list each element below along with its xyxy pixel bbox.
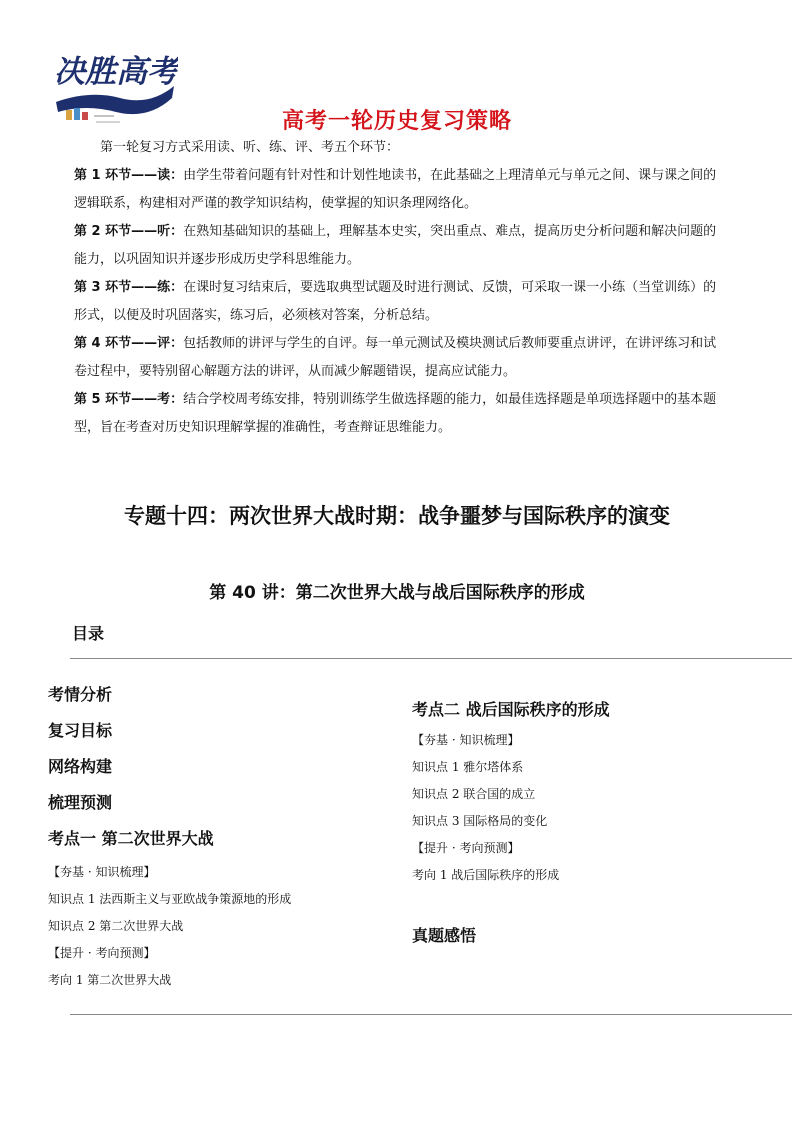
page-title: 高考一轮历史复习策略 (281, 109, 512, 134)
spacer (412, 894, 772, 924)
toc-item-link[interactable]: 知识点 2 第二次世界大战 (48, 919, 184, 933)
toc-item-link[interactable]: 考向 1 战后国际秩序的形成 (412, 868, 560, 882)
toc-item-link[interactable]: 知识点 2 联合国的成立 (412, 787, 536, 801)
toc-point-link[interactable]: 考点二 战后国际秩序的形成 (412, 700, 610, 719)
toc-section-link[interactable]: 网络构建 (48, 757, 113, 776)
toc-subheading: 【夯基 · 知识梳理】 (412, 733, 520, 747)
toc-item-link[interactable]: 知识点 1 雅尔塔体系 (412, 760, 524, 774)
toc-section-link[interactable]: 梳理预测 (48, 793, 113, 812)
logo-text: 决胜高考 (54, 54, 178, 90)
step-text: 在熟知基础知识的基础上，理解基本史实，突出重点、难点，提高历史分析问题和解决问题的能力，以巩固知识并逐步形成历史学科思维能力。 (74, 224, 717, 267)
toc-right-column (412, 698, 772, 958)
intro-lead: 第一轮复习方式采用读、听、练、评、考五个环节： (100, 140, 400, 155)
step-label: 第 1 环节——读： (74, 168, 184, 183)
toc-subheading: 【夯基 · 知识梳理】 (48, 865, 156, 879)
step-text: 结合学校周考练安排，特别训练学生做选择题的能力，如最佳选择题是单项选择题中的基本题型，旨在考查对历史知识理解掌握的准确性，考查辩证思维能力。 (74, 392, 717, 435)
divider (70, 658, 792, 659)
step-2 (74, 218, 724, 274)
divider (70, 1014, 792, 1015)
step-text: 包括教师的讲评与学生的自评。每一单元测试及模块测试后教师要重点讲评，在讲评练习和试卷过程中，要特别留心解题方法的讲评，从而减少解题错误，提高应试能力。 (74, 336, 717, 379)
lecture-title: 第 40 讲：第二次世界大战与战后国际秩序的形成 (209, 583, 585, 603)
toc-item-link[interactable]: 考向 1 第二次世界大战 (48, 973, 172, 987)
step-text: 由学生带着问题有针对性和计划性地读书，在此基础之上理清单元与单元之间、课与课之间的逻辑联系，构建相对严谨的教学知识结构，使掌握的知识条理网络化。 (74, 168, 717, 211)
toc-heading: 目录 (72, 624, 105, 643)
toc-left-column (48, 684, 368, 999)
topic-title: 专题十四：两次世界大战时期：战争噩梦与国际秩序的演变 (124, 504, 670, 528)
toc-subheading: 【提升 · 考向预测】 (48, 946, 156, 960)
step-5 (74, 386, 724, 442)
step-label: 第 5 环节——考： (74, 392, 184, 407)
toc-section-link[interactable]: 复习目标 (48, 721, 113, 740)
toc-section-link[interactable]: 考情分析 (48, 685, 113, 704)
step-3 (74, 274, 724, 330)
step-1 (74, 162, 724, 218)
toc-item-link[interactable]: 知识点 3 国际格局的变化 (412, 814, 548, 828)
toc-item-link[interactable]: 知识点 1 法西斯主义与亚欧战争策源地的形成 (48, 892, 292, 906)
toc-subheading: 【提升 · 考向预测】 (412, 841, 520, 855)
review-strategy (74, 134, 724, 442)
step-label: 第 4 环节——评： (74, 336, 184, 351)
step-4 (74, 330, 724, 386)
step-text: 在课时复习结束后，要选取典型试题及时进行测试、反馈，可采取一课一小练（当堂训练）的形式，以便及时巩固落实，练习后，必须核对答案，分析总结。 (74, 280, 717, 323)
step-label: 第 2 环节——听： (74, 224, 184, 239)
step-label: 第 3 环节——练： (74, 280, 184, 295)
toc-point-link[interactable]: 考点一 第二次世界大战 (48, 829, 214, 848)
toc-section-link[interactable]: 真题感悟 (412, 926, 477, 945)
